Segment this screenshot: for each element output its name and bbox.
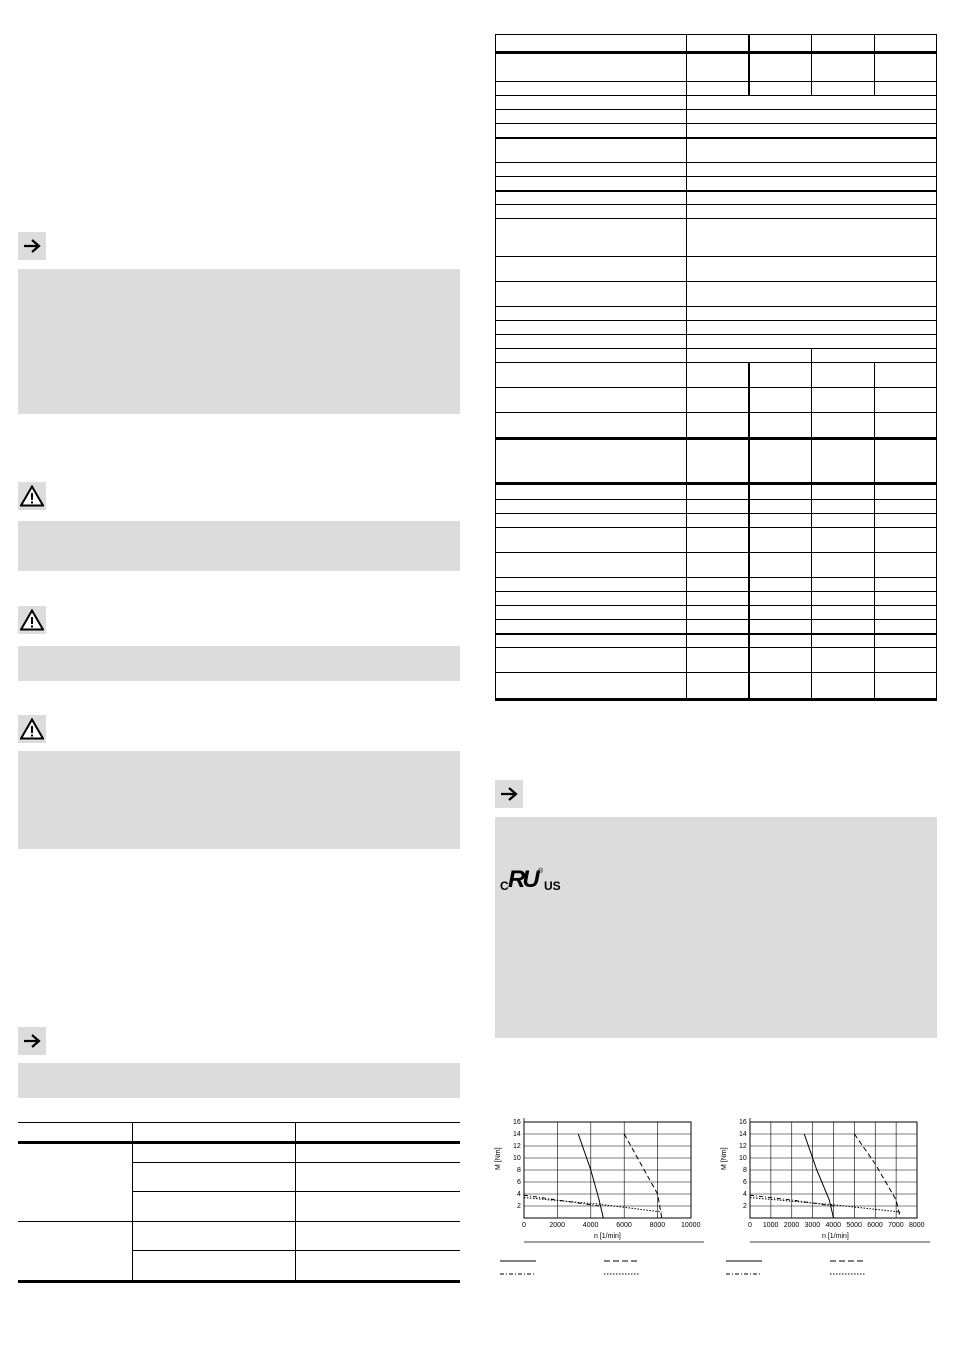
y-tick-label: 4: [743, 1190, 747, 1198]
warning-box: [18, 521, 460, 571]
y-tick-label: 16: [739, 1118, 747, 1126]
y-tick-label: 14: [513, 1130, 521, 1138]
x-tick-label: 6000: [867, 1222, 883, 1229]
x-tick-label: 2000: [783, 1222, 800, 1229]
y-tick-label: 6: [517, 1178, 521, 1186]
x-tick-label: 7000: [888, 1222, 904, 1229]
warning-triangle-icon: [18, 715, 46, 743]
y-axis-label: M [Nm]: [495, 1147, 502, 1170]
y-tick-label: 2: [517, 1202, 521, 1210]
note-box: [495, 817, 937, 1038]
torque-speed-chart-1: [494, 1118, 704, 1248]
note-box: [18, 1063, 460, 1098]
mark-letters-ru: RU: [508, 866, 537, 893]
mark-letters-us: US: [544, 879, 561, 893]
y-tick-label: 10: [739, 1154, 747, 1162]
warning-triangle-icon: [18, 482, 46, 510]
y-tick-label: 12: [513, 1142, 521, 1150]
y-axis-label: M [Nm]: [721, 1147, 728, 1170]
x-tick-label: 4000: [825, 1222, 842, 1229]
warning-box: [18, 751, 460, 849]
series-line-dash: [624, 1134, 662, 1218]
series-line-dashdot: [524, 1195, 599, 1206]
warning-box: [18, 646, 460, 681]
y-tick-label: 12: [739, 1142, 747, 1150]
x-tick-label: 0: [522, 1222, 526, 1229]
x-tick-label: 8000: [909, 1222, 925, 1229]
x-tick-label: 6000: [616, 1222, 632, 1229]
arrow-right-icon: [18, 232, 46, 260]
x-tick-label: 3000: [804, 1222, 821, 1229]
series-line-dash: [854, 1134, 900, 1218]
y-tick-label: 10: [513, 1154, 521, 1162]
y-tick-label: 6: [743, 1178, 747, 1186]
arrow-right-icon: [495, 780, 523, 808]
x-tick-label: 4000: [582, 1222, 599, 1229]
x-axis-label: n [1/min]: [822, 1233, 849, 1240]
x-axis-label: n [1/min]: [594, 1233, 621, 1240]
ul-recognized-mark-icon: [498, 868, 564, 896]
note-box: [18, 269, 460, 414]
series-line-solid: [804, 1134, 833, 1218]
x-tick-label: 8000: [649, 1222, 666, 1229]
y-tick-label: 4: [517, 1190, 521, 1198]
x-tick-label: 10000: [681, 1222, 701, 1229]
y-tick-label: 16: [513, 1118, 521, 1126]
torque-speed-chart-2: [720, 1118, 930, 1248]
x-tick-label: 2000: [549, 1222, 565, 1229]
arrow-right-icon: [18, 1027, 46, 1055]
x-tick-label: 5000: [846, 1222, 862, 1229]
y-tick-label: 8: [517, 1166, 521, 1174]
mark-letter-c: C: [500, 879, 509, 893]
y-tick-label: 2: [743, 1202, 747, 1210]
warning-triangle-icon: [18, 606, 46, 634]
x-tick-label: 0: [748, 1222, 752, 1229]
y-tick-label: 14: [739, 1130, 747, 1138]
y-tick-label: 8: [743, 1166, 747, 1174]
registered-symbol: ®: [538, 868, 544, 875]
x-tick-label: 1000: [762, 1222, 779, 1229]
